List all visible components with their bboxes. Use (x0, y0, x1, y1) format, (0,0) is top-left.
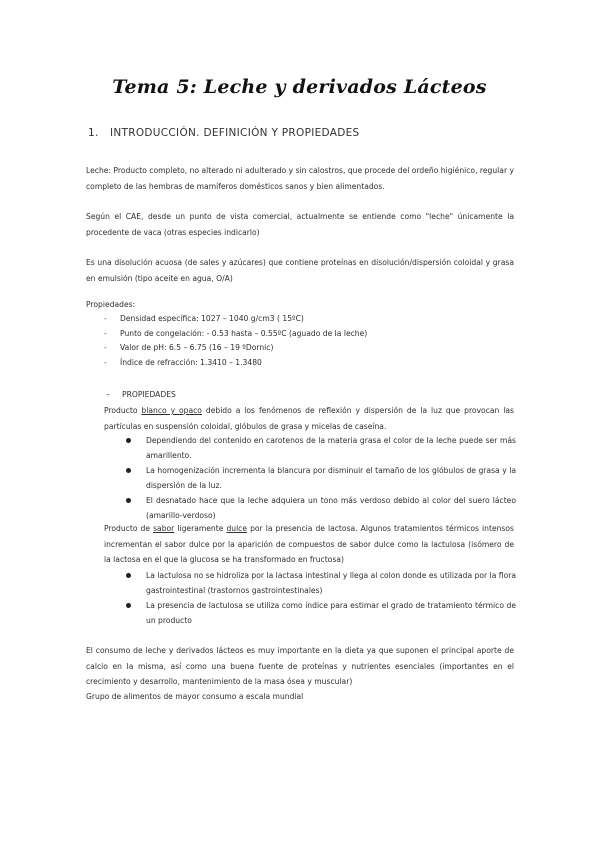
list-item: La lactulosa no se hidroliza por la lactasa intestinal y llega al colon donde es utilizada por la flora gastrointestinal (trastornos gastrointestinales) (126, 568, 516, 598)
text-run: Producto (104, 406, 142, 415)
color-bullets (126, 433, 516, 523)
document-title: Tema 5: Leche y derivados Lácteos (112, 76, 487, 98)
underlined-text: sabor (153, 524, 175, 533)
paragraph-blanco-opaco (104, 403, 514, 434)
paragraph-leche-definition: Leche: Producto completo, no alterado ni adulterado y sin calostros, que procede del ordeño higiénico, regular y completo de las hembras de mamíferos domésticos sanos y bien alimentados. (86, 166, 514, 191)
underlined-text: dulce (226, 524, 248, 533)
properties-list (104, 312, 367, 370)
list-item: - Punto de congelación: - 0.53 hasta – 0.55ºC (aguado de la leche) (104, 327, 367, 342)
list-item: La presencia de lactulosa se utiliza como índice para estimar el grado de tratamiento térmico de un producto (126, 598, 516, 628)
list-item: La homogenización incrementa la blancura por disminuir el tamaño de los glóbulos de grasa y la dispersión de la luz. (126, 463, 516, 493)
subsection-heading: – PROPIEDADES (106, 390, 176, 399)
subsection-title: PROPIEDADES (122, 390, 176, 399)
list-item: El desnatado hace que la leche adquiera un tono más verdoso debido al color del suero lácteo (amarillo-verdoso) (126, 493, 516, 523)
text-run: por la presencia de lactosa. Algunos tratamientos térmicos intensos incrementan el sabor dulce por la aparición de compuestos de sabor dulce como la lactulosa (isómero de la lactosa en el que la glucosa se ha transformado en fructosa) (104, 524, 514, 564)
list-item: - Valor de pH: 6.5 – 6.75 (16 – 19 ºDornic) (104, 341, 367, 356)
underlined-text: blanco y opaco (141, 406, 202, 415)
section-title: INTRODUCCIÓN. DEFINICIÓN Y PROPIEDADES (110, 127, 360, 139)
lactulosa-bullets (126, 568, 516, 628)
list-item: - Índice de refracción: 1.3410 – 1.3480 (104, 356, 367, 371)
text-run: ligeramente (174, 524, 227, 533)
paragraph-sabor-dulce (104, 521, 514, 568)
paragraph-disolucion: Es una disolución acuosa (de sales y azúcares) que contiene proteínas en disolución/dispersión coloidal y grasa en emulsión (tipo aceite en agua, O/A) (86, 258, 514, 283)
text-run: debido a los fenómenos de reflexión y dispersión de la luz que provocan las partículas en suspensión coloidal, glóbulos de grasa y micelas de caseína. (104, 406, 514, 431)
list-item: - Densidad específica: 1027 – 1040 g/cm3 ( 15ºC) (104, 312, 367, 327)
paragraph-grupo-alimentos: Grupo de alimentos de mayor consumo a escala mundial (86, 692, 304, 701)
paragraph-consumo: El consumo de leche y derivados lácteos es muy importante en la dieta ya que suponen el principal aporte de calcio en la misma, así como una buena fuente de proteínas y nutrientes esenciales (importantes en el crecimiento y desarrollo, mantenimiento de la masa ósea y muscular) (86, 646, 514, 686)
paragraph-cae: Según el CAE, desde un punto de vista comercial, actualmente se entiende como "leche" únicamente la procedente de vaca (otras especies indicarlo) (86, 212, 514, 237)
properties-label: Propiedades: (86, 300, 136, 309)
text-run: Producto de (104, 524, 154, 533)
list-item: Dependiendo del contenido en carotenos de la materia grasa el color de la leche puede ser más amarillento. (126, 433, 516, 463)
section-heading (88, 127, 360, 139)
section-number: 1. (88, 127, 99, 139)
